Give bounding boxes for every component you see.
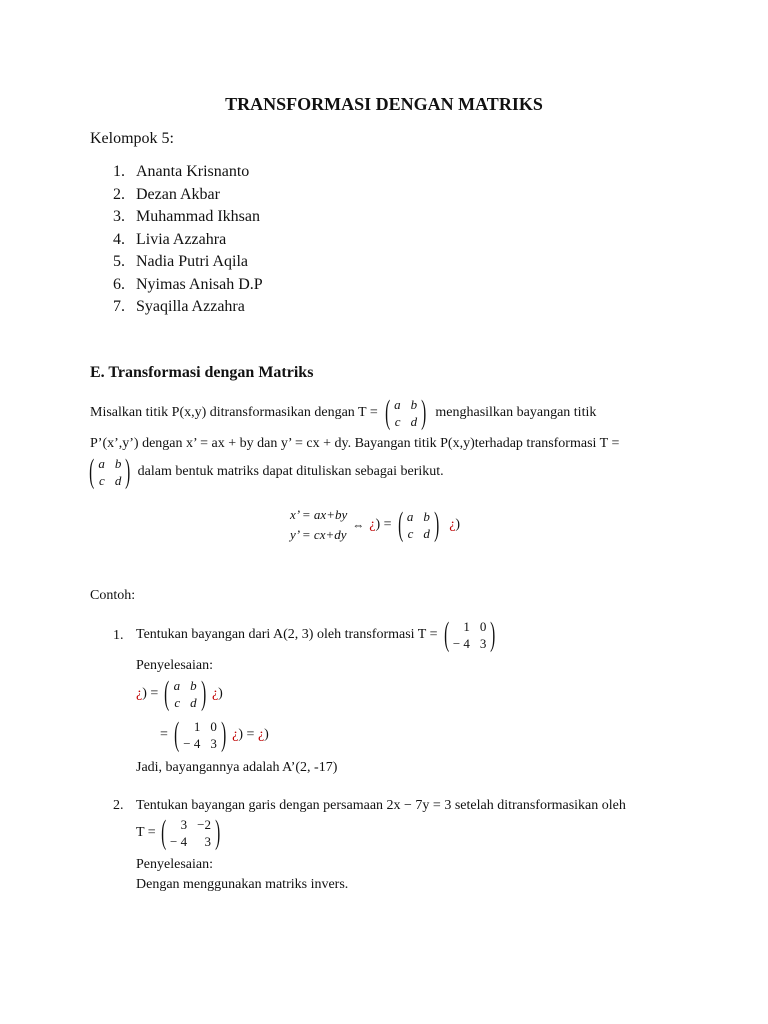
transformation-equation: x’ = ax+by y’ = cx+dy ⇔ ¿ ) = ( a b c d ) ¿ ) <box>290 506 461 543</box>
list-item-number: 5. <box>113 253 125 270</box>
equivalence-arrow: ⇔ <box>352 517 365 532</box>
matrix-ex1: ( 1 0 − 4 3 ) <box>443 616 496 653</box>
list-item: Nyimas Anisah D.P <box>136 276 263 293</box>
example-2-method: Dengan menggunakan matriks invers. <box>136 877 349 892</box>
example-number: 1. <box>113 628 124 643</box>
list-item: Nadia Putri Aqila <box>136 253 248 270</box>
solution-label: Penyelesaian: <box>136 658 213 673</box>
example-1-step-1: ¿ ) = ( a b c d ) ¿ ) <box>136 675 223 712</box>
list-item-number: 3. <box>113 208 125 225</box>
list-item: Syaqilla Azzahra <box>136 298 245 315</box>
intro-text: menghasilkan bayangan titik <box>435 405 597 420</box>
list-item: Livia Azzahra <box>136 231 227 248</box>
equation-system <box>290 505 347 545</box>
example-1-question: Tentukan bayangan dari A(2, 3) oleh transformasi T = ( 1 0 − 4 3 ) <box>136 618 499 652</box>
intro-line-3 <box>86 455 444 489</box>
intro-line-1 <box>90 396 596 430</box>
contoh-label: Contoh: <box>90 588 136 603</box>
example-1-step-2: = ( 1 0 − 4 3 ) ¿ ) = ¿ ) <box>160 716 269 753</box>
list-item: Dezan Akbar <box>136 186 220 203</box>
matrix-t: ( a b c d ) <box>397 506 440 543</box>
list-item-number: 4. <box>113 231 125 248</box>
section-heading: E. Transformasi dengan Matriks <box>90 364 314 381</box>
list-item: Muhammad Ikhsan <box>136 208 260 225</box>
list-item: Ananta Krisnanto <box>136 163 250 180</box>
list-item-number: 7. <box>113 298 125 315</box>
example-2-question: Tentukan bayangan garis dengan persamaan 2x − 7y = 3 setelah ditransformasikan oleh <box>136 798 626 813</box>
list-item-number: 6. <box>113 276 125 293</box>
list-item-number: 1. <box>113 163 125 180</box>
matrix-t: ( a b c d ) <box>384 394 427 431</box>
example-number: 2. <box>113 798 124 813</box>
group-label: Kelompok 5: <box>90 130 174 147</box>
matrix-t: ( a b c d ) <box>164 675 206 712</box>
list-item-number: 2. <box>113 186 125 203</box>
solution-label: Penyelesaian: <box>136 857 213 872</box>
page-title: TRANSFORMASI DENGAN MATRIKS <box>225 94 543 114</box>
equation-row: x’ = ax+by <box>290 507 348 522</box>
example-1-conclusion: Jadi, bayangannya adalah A’(2, -17) <box>136 760 338 775</box>
equation-row: y’ = cx+dy <box>290 527 347 542</box>
matrix-ex2: ( 3 −2 − 4 3 ) <box>160 814 221 851</box>
example-2-matrix-line: T = ( 3 −2 − 4 3 ) <box>136 816 223 850</box>
intro-text: dalam bentuk matriks dapat dituliskan sebagai berikut. <box>137 464 444 479</box>
intro-line-2: P’(x’,y’) dengan x’ = ax + by dan y’ = cx + dy. Bayangan titik P(x,y)terhadap transformasi T = <box>90 436 620 451</box>
matrix-ex1: ( 1 0 − 4 3 ) <box>174 716 227 753</box>
matrix-t: ( a b c d ) <box>89 453 131 490</box>
intro-text: Misalkan titik P(x,y) ditransformasikan dengan T = <box>90 405 378 420</box>
